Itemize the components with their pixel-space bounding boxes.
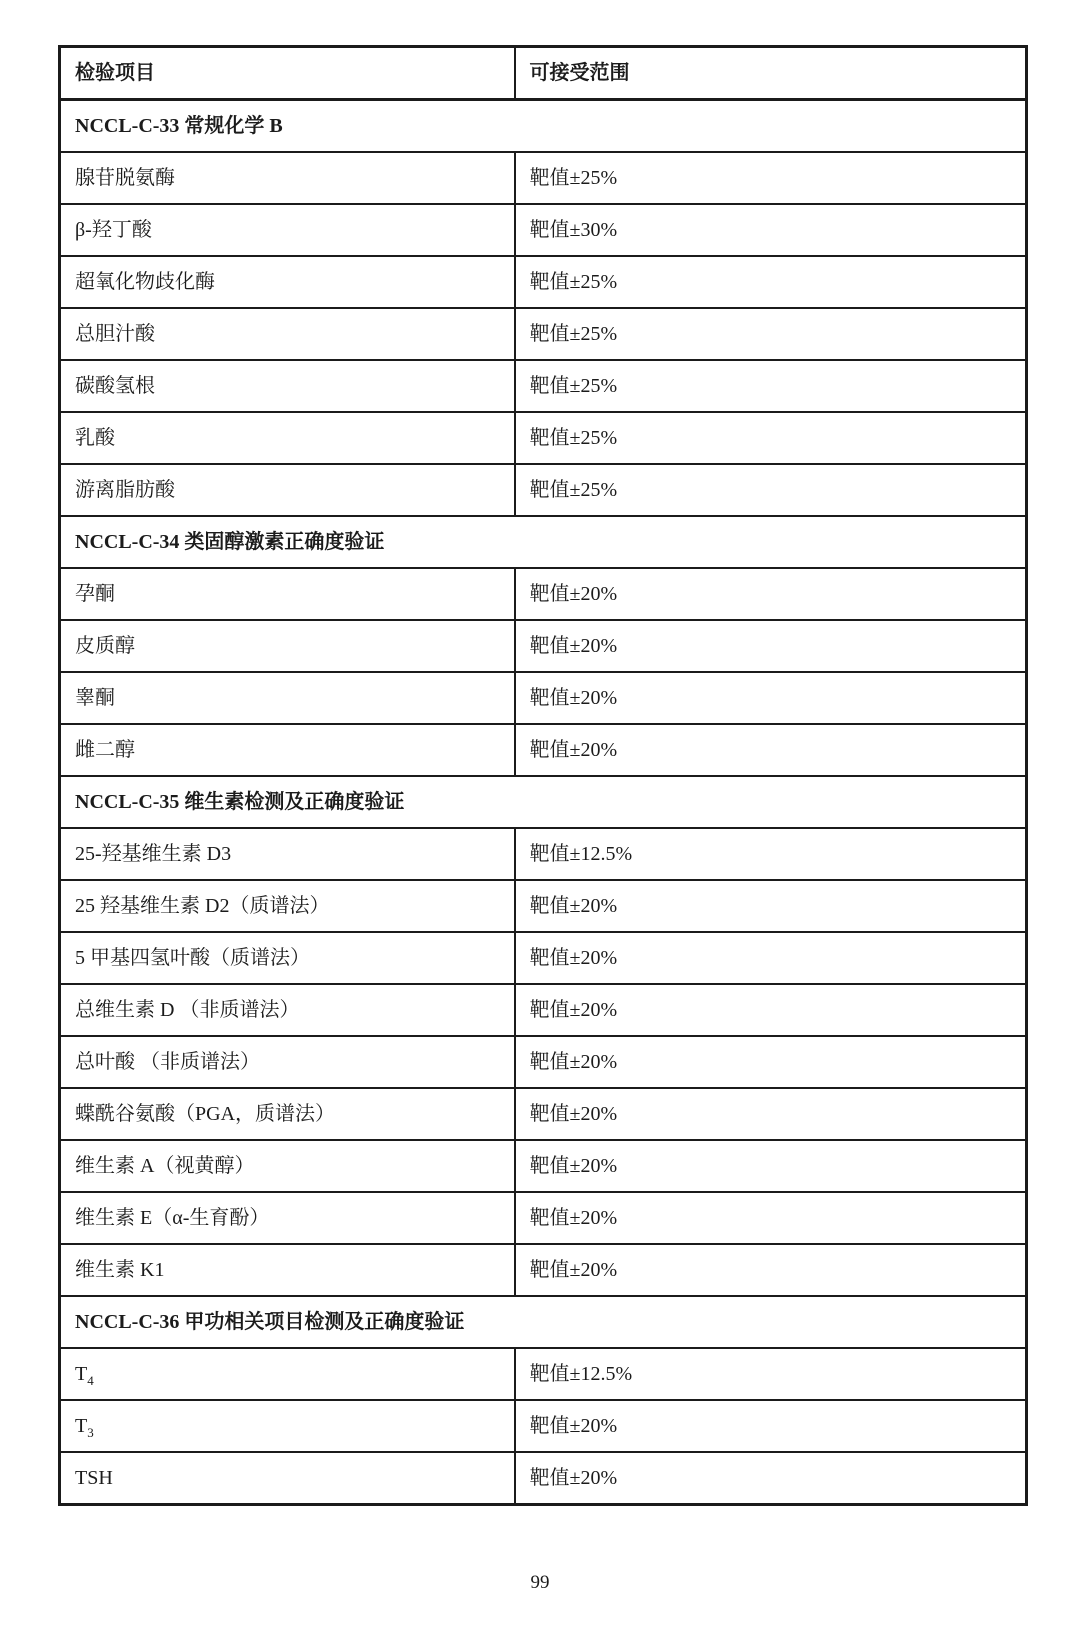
range-cell: 靶值±25% [515,464,1027,516]
range-cell: 靶值±20% [515,724,1027,776]
range-cell: 靶值±20% [515,1452,1027,1505]
item-cell: 蝶酰谷氨酸（PGA，质谱法） [60,1088,515,1140]
item-cell: 皮质醇 [60,620,515,672]
page-number: 99 [530,1572,550,1593]
range-cell: 靶值±25% [515,360,1027,412]
range-cell: 靶值±20% [515,932,1027,984]
range-cell: 靶值±30% [515,204,1027,256]
table-row [60,1244,1027,1296]
table-row [60,984,1027,1036]
item-cell: 孕酮 [60,568,515,620]
table-header-row [60,47,1027,100]
spec-table [58,45,1028,1506]
range-cell: 靶值±20% [515,620,1027,672]
table-row [60,828,1027,880]
item-cell: 超氧化物歧化酶 [60,256,515,308]
table-row [60,464,1027,516]
table-row [60,1452,1027,1505]
item-cell: 总胆汁酸 [60,308,515,360]
range-cell: 靶值±25% [515,308,1027,360]
item-cell: 5 甲基四氢叶酸（质谱法） [60,932,515,984]
table-row [60,932,1027,984]
item-cell: 25 羟基维生素 D2（质谱法） [60,880,515,932]
range-cell: 靶值±20% [515,984,1027,1036]
section-row [60,516,1027,568]
item-cell: 游离脂肪酸 [60,464,515,516]
item-cell: 睾酮 [60,672,515,724]
section-row [60,776,1027,828]
item-cell: 维生素 A（视黄醇） [60,1140,515,1192]
range-cell: 靶值±20% [515,1192,1027,1244]
table-row [60,152,1027,204]
item-cell: 总维生素 D （非质谱法） [60,984,515,1036]
range-cell: 靶值±20% [515,1036,1027,1088]
range-cell: 靶值±20% [515,1400,1027,1452]
table-row [60,360,1027,412]
table-row [60,204,1027,256]
section-row [60,1296,1027,1348]
section-label: NCCL-C-35 维生素检测及正确度验证 [60,776,1027,828]
section-label: NCCL-C-34 类固醇激素正确度验证 [60,516,1027,568]
section-label: NCCL-C-33 常规化学 B [60,100,1027,153]
item-cell: 碳酸氢根 [60,360,515,412]
table-row [60,1348,1027,1400]
table-row [60,1088,1027,1140]
table-row [60,672,1027,724]
table-row [60,1036,1027,1088]
item-cell: 腺苷脱氨酶 [60,152,515,204]
item-cell: 雌二醇 [60,724,515,776]
table-row [60,308,1027,360]
range-cell: 靶值±12.5% [515,1348,1027,1400]
range-cell: 靶值±25% [515,412,1027,464]
range-cell: 靶值±20% [515,672,1027,724]
item-cell: 维生素 E（α-生育酚） [60,1192,515,1244]
item-cell: 维生素 K1 [60,1244,515,1296]
section-row [60,100,1027,153]
item-cell [60,1400,515,1452]
item-subscript: 4 [87,1373,94,1388]
item-cell: TSH [60,1452,515,1505]
item-label: T [75,1415,88,1437]
table-row [60,412,1027,464]
table-row [60,620,1027,672]
table-row [60,568,1027,620]
table-row [60,1192,1027,1244]
table-row [60,880,1027,932]
table-row [60,256,1027,308]
range-cell: 靶值±25% [515,256,1027,308]
table-row [60,1140,1027,1192]
range-cell: 靶值±20% [515,1244,1027,1296]
range-cell: 靶值±20% [515,568,1027,620]
section-label: NCCL-C-36 甲功相关项目检测及正确度验证 [60,1296,1027,1348]
item-cell: 25-羟基维生素 D3 [60,828,515,880]
range-cell: 靶值±12.5% [515,828,1027,880]
item-cell: 总叶酸 （非质谱法） [60,1036,515,1088]
item-cell: β-羟丁酸 [60,204,515,256]
range-cell: 靶值±20% [515,1140,1027,1192]
item-cell: 乳酸 [60,412,515,464]
item-subscript: 3 [87,1425,94,1440]
item-cell [60,1348,515,1400]
range-cell: 靶值±20% [515,1088,1027,1140]
table-row [60,1400,1027,1452]
table-row [60,724,1027,776]
range-cell: 靶值±20% [515,880,1027,932]
range-cell: 靶值±25% [515,152,1027,204]
column-header-range: 可接受范围 [515,47,1027,100]
item-label: T [75,1363,88,1385]
column-header-item: 检验项目 [60,47,515,100]
